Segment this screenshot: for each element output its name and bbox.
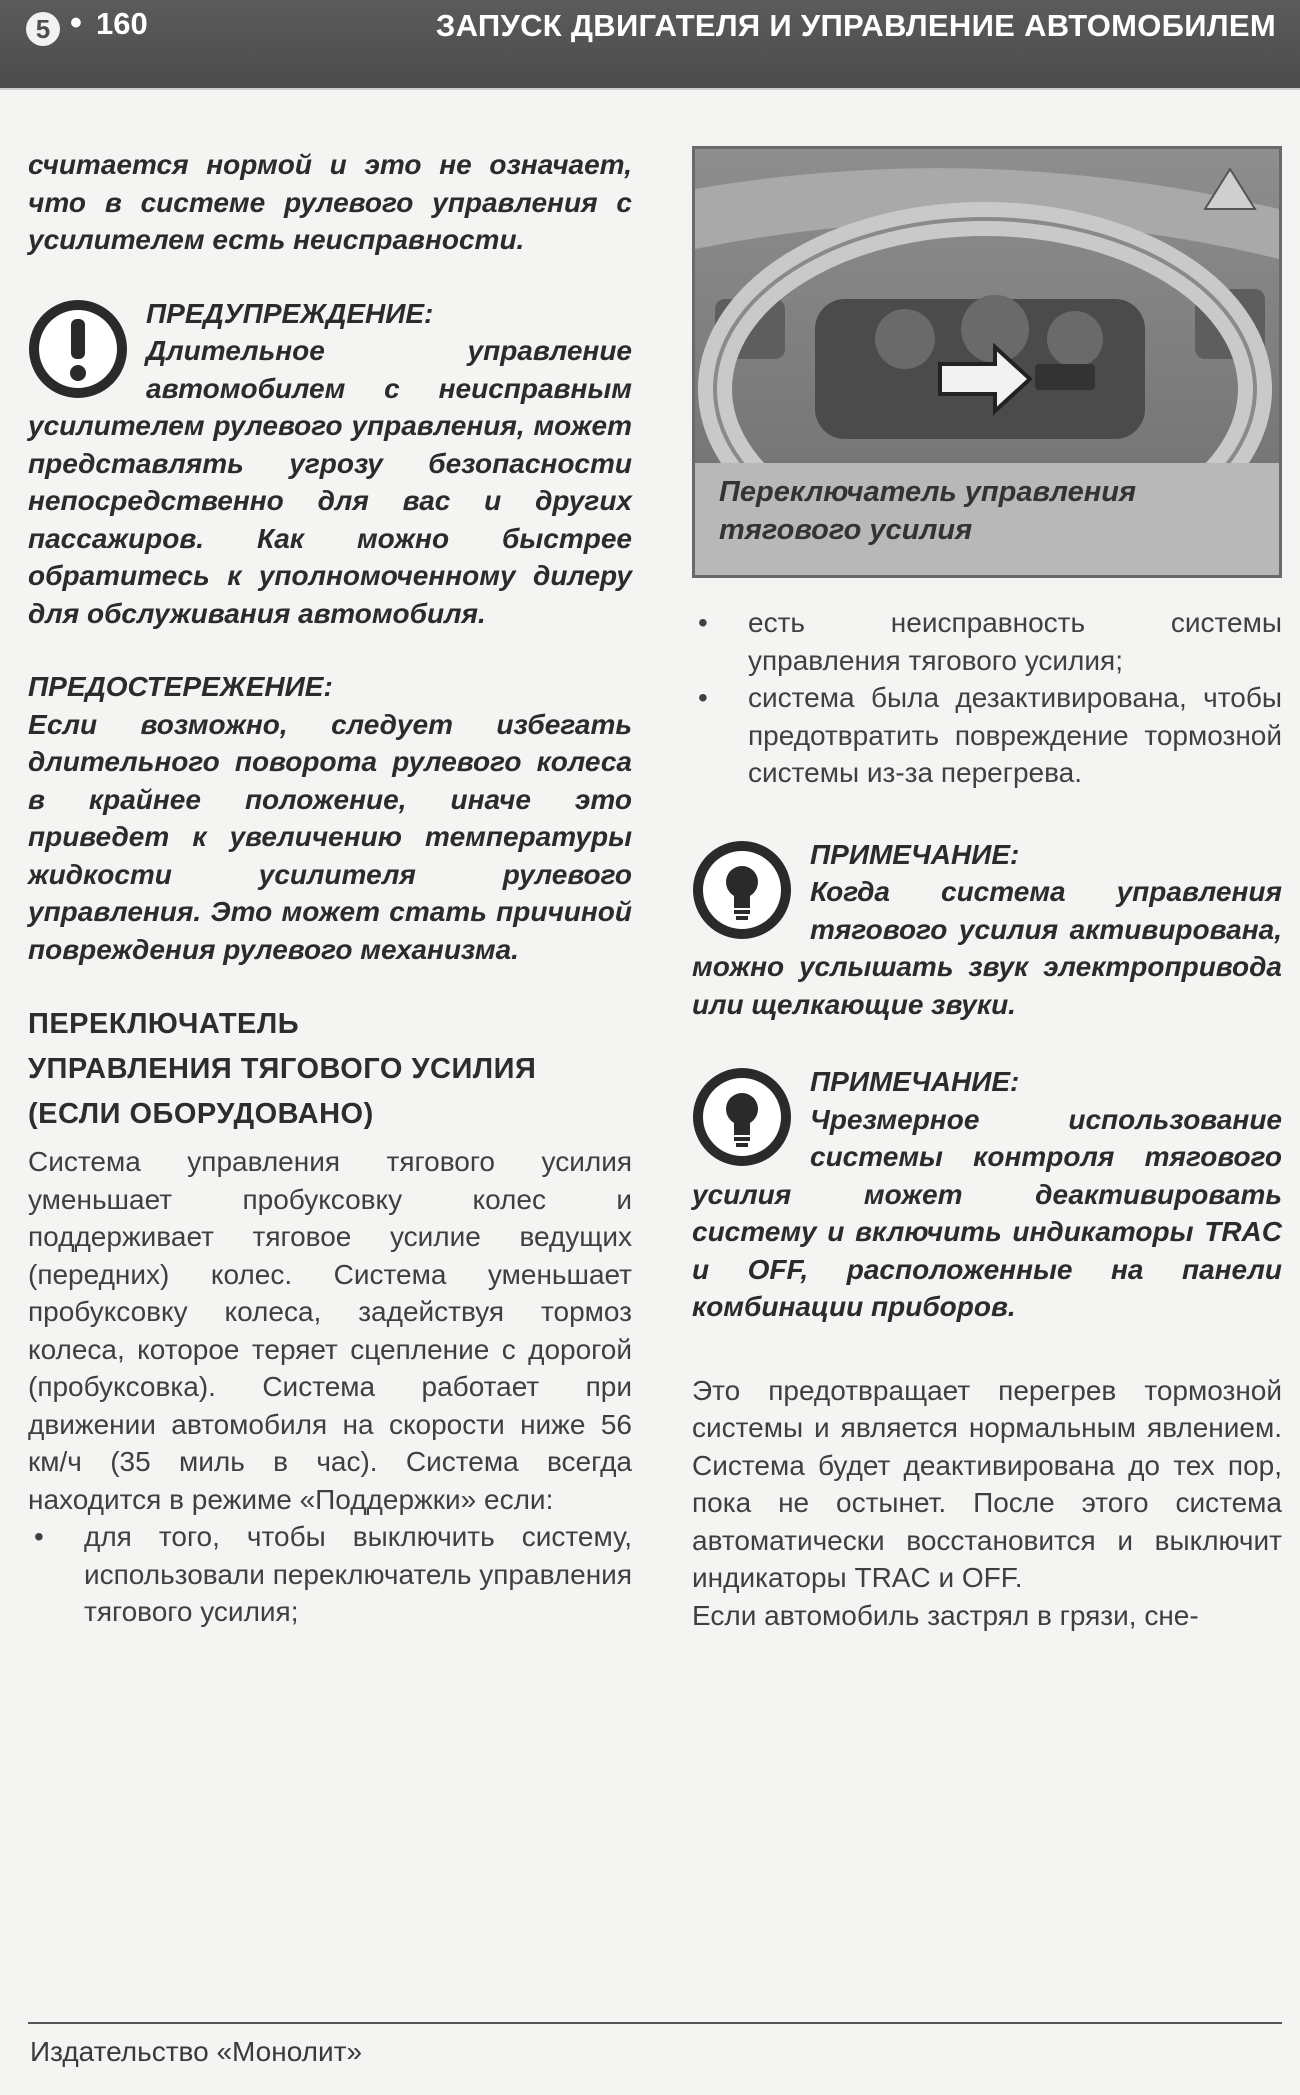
lightbulb-icon	[692, 1067, 792, 1167]
right-column	[692, 146, 1282, 1634]
steering-wheel-photo	[692, 146, 1282, 578]
intro-paragraph: считается нормой и это не означает, что в системе рулевого управления с усилителем есть неисправности.	[28, 149, 632, 255]
left-bullet-list	[28, 1518, 632, 1631]
list-item: • система была дезактивирована, чтобы предотвратить повреждение тормозной системы из-за перегрева.	[692, 679, 1282, 792]
traction-heading	[28, 1002, 632, 1137]
heading-line-2: УПРАВЛЕНИЯ ТЯГОВОГО УСИЛИЯ	[28, 1053, 537, 1085]
heading-line-3: (ЕСЛИ ОБОРУДОВАНО)	[28, 1098, 374, 1130]
stuck-paragraph: Если автомобиль застрял в грязи, сне-	[692, 1599, 1199, 1631]
note1-title: ПРИМЕЧАНИЕ:	[810, 838, 1020, 870]
heading-line-1: ПЕРЕКЛЮЧАТЕЛЬ	[28, 1008, 300, 1040]
traction-body: Система управления тягового усилия уменьшает пробуксовку колес и поддерживает тяговое усилие ведущих (передних) колес. Система уменьшает пробуксовку колеса, задействуя тормоз колеса, которое теряет сцепление с дорогой (пробуксовка). Система работает при движении автомобиля на скорости ниже 56 км/ч (35 миль в час). Система всегда находится в режиме «Поддержки» если:	[28, 1146, 632, 1515]
warning-icon-wrap	[28, 299, 128, 399]
list-item: • для того, чтобы выключить систему, использовали переключатель управления тягового усилия;	[28, 1518, 632, 1631]
exclamation-circle-icon	[28, 299, 128, 399]
page-header	[0, 0, 1300, 90]
chapter-badge: 5	[26, 12, 60, 46]
note-icon-wrap	[692, 1067, 792, 1167]
overheat-paragraph: Это предотвращает перегрев тормозной системы и является нормальным явлением. Система будет деактивирована до тех пор, пока не остынет. После этого система автоматически восстановится и выключит индикаторы TRAC и OFF.	[692, 1374, 1282, 1593]
right-bullet-list	[692, 604, 1282, 792]
warning-title: ПРЕДУПРЕЖДЕНИЕ:	[146, 297, 434, 329]
lightbulb-icon	[692, 840, 792, 940]
note2-title: ПРИМЕЧАНИЕ:	[810, 1066, 1020, 1097]
figure-caption: Переключатель управления тягового усилия	[695, 463, 1279, 575]
caution-text: Если возможно, следует избегать длительного поворота рулевого колеса в крайнее положение, иначе это приведет к увеличению температуры жидкости усилителя рулевого управления. Это может стать причиной повреждения рулевого механизма.	[28, 708, 632, 965]
section-title: ЗАПУСК ДВИГАТЕЛЯ И УПРАВЛЕНИЕ АВТОМОБИЛЕМ	[435, 8, 1276, 43]
note1-text: Когда система управления тягового усилия активирована, можно услышать звук электропривода или щелкающие звуки.	[692, 876, 1282, 1020]
warning-block	[28, 295, 632, 633]
caution-title: ПРЕДОСТЕРЕЖЕНИЕ:	[28, 671, 333, 702]
left-column	[28, 146, 632, 1631]
note-block-2	[692, 1063, 1282, 1326]
caution-block	[28, 668, 632, 968]
note-block-1	[692, 836, 1282, 1024]
warning-text: Длительное управление автомобилем с неисправным усилителем рулевого управления, может представлять угрозу безопасности непосредственно для вас и других пассажиров. Как можно быстрее обратитесь к уполномоченному дилеру для обслуживания автомобиля.	[28, 335, 632, 629]
page-number: 160	[96, 6, 148, 41]
footer-divider	[28, 2022, 1282, 2024]
note2-text: Чрезмерное использование системы контроля тягового усилия может деактивировать систему и включить индикаторы TRAC и OFF, расположенные на панели комбинации приборов.	[692, 1103, 1282, 1322]
note-icon-wrap	[692, 840, 792, 940]
publisher-footer: Издательство «Монолит»	[30, 2036, 363, 2067]
list-item: • есть неисправность системы управления тягового усилия;	[692, 604, 1282, 679]
header-separator: •	[70, 4, 82, 42]
